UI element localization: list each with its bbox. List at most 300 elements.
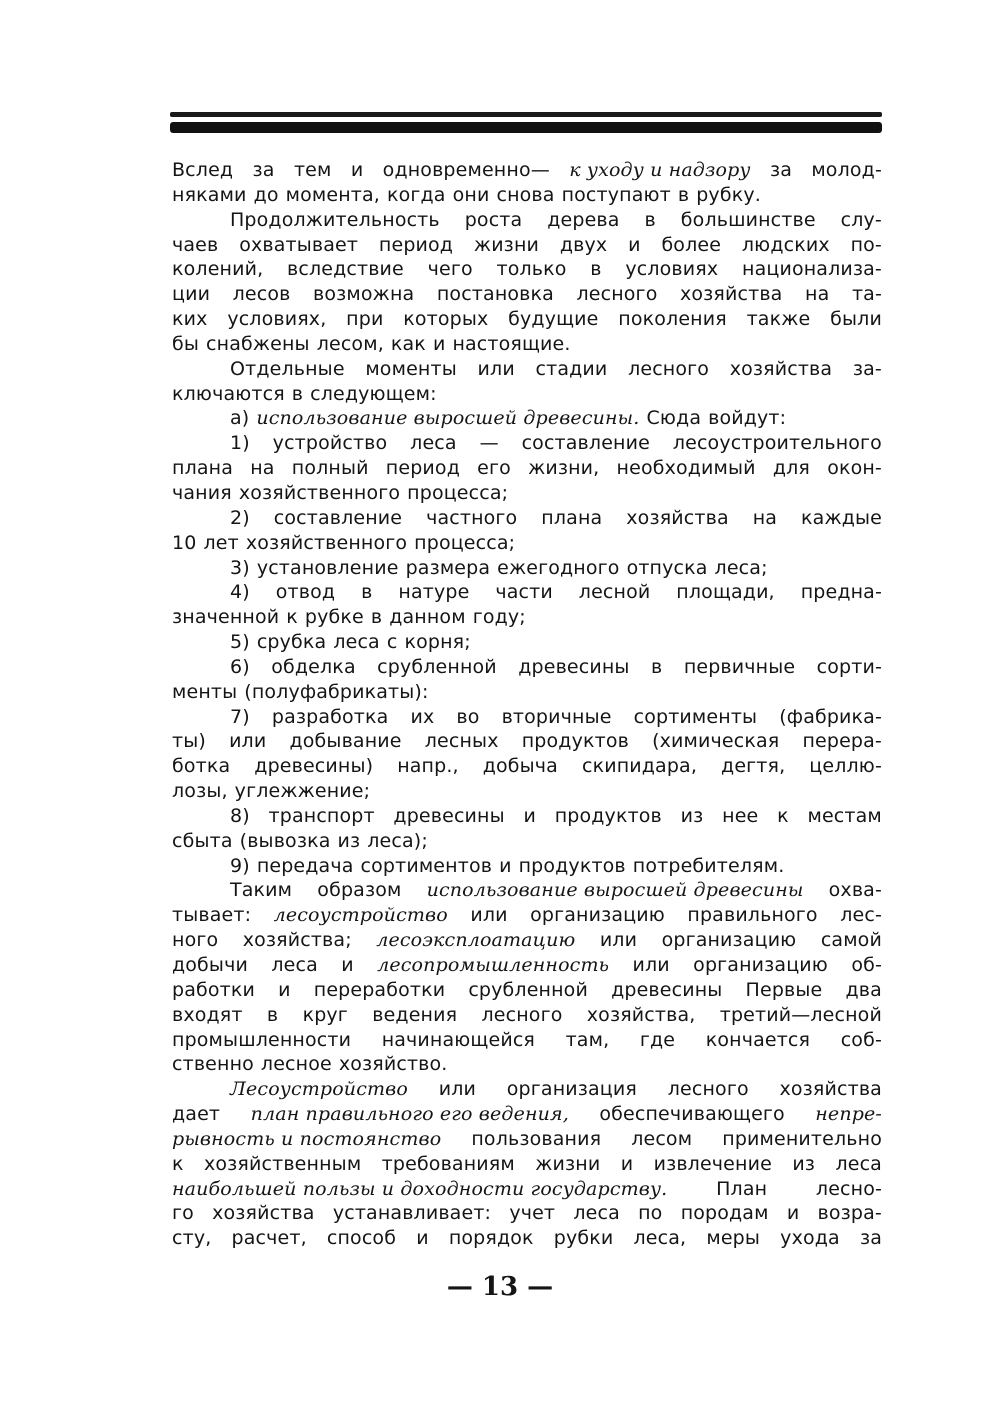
word: передача [256,854,354,877]
word: начинающейся [381,1028,535,1051]
word: сбыта [172,829,233,852]
word: тем [293,159,332,181]
text-line [172,729,882,754]
word: войдут: [708,407,787,430]
word: чания [172,481,232,504]
word: Первые [745,978,823,1001]
word: когда [386,183,446,206]
word: людских [741,233,830,256]
word: одновременно— [382,159,550,181]
word: правильного [687,904,818,927]
word: лесоэксплоатацию [376,929,576,952]
word: лозы, [172,780,228,803]
word: первичные [683,655,796,678]
word: и [432,332,446,355]
word: леса); [367,829,428,852]
word: лесных [424,730,499,753]
word: леса, [633,1227,687,1250]
word: охватывает [239,233,359,256]
word: условиях [625,258,719,281]
word: и [350,159,364,181]
word: Вслед [172,159,234,181]
text-line [172,928,882,953]
word: леса [835,1152,882,1175]
text-line [172,1003,882,1028]
word: из [680,804,704,827]
word: (фабрика- [779,705,882,728]
word: устройство [272,432,388,455]
word: к уходу и надзору [569,159,751,181]
word: пользования [471,1127,602,1150]
word: ключаются [172,382,285,405]
word: или [438,1078,477,1101]
word: также [746,308,811,331]
word: только [496,258,567,281]
word: Продолжительность [230,208,440,231]
word: и [278,978,291,1001]
word: будущие [508,308,599,331]
word: в [590,258,602,281]
word: хозяйства [680,283,783,306]
word: жизни [535,1152,601,1175]
word: составление [521,432,650,455]
word: в [677,183,690,206]
word: лесов [232,283,291,306]
word: (вывозка [239,829,331,852]
word: и [499,854,512,877]
word: 1) [230,432,250,455]
word: дает [172,1103,221,1126]
word: — [479,432,499,455]
word: из [792,1152,816,1175]
word: круг [302,1003,348,1026]
text-line [172,158,882,183]
text-line [172,705,882,730]
word: в [266,1003,279,1026]
word: по [638,1202,663,1225]
word: лесного [667,1078,749,1101]
word: (полуфабрикаты): [244,680,429,703]
word: го [172,1202,194,1225]
text-line [172,307,882,332]
word: составление [273,506,403,529]
word: на [752,506,778,529]
word: данном [389,606,466,629]
word: в [651,655,663,678]
word: лесного [628,357,710,380]
word: плана [172,457,234,480]
word: два [845,978,882,1001]
word: 7) [230,705,250,728]
word: до [253,183,279,206]
word: были [830,308,882,331]
word: настоящие. [452,332,571,355]
text-line [172,1201,882,1226]
text-line [172,282,882,307]
word: или [477,357,515,380]
word: непре- [815,1103,882,1126]
word: ции [172,283,211,306]
word: или [470,904,508,927]
word: организацию [693,954,828,976]
word: хозяйственным [204,1152,362,1175]
word: при [346,308,384,331]
word: лесной [578,581,651,604]
word: как [390,332,426,355]
word: лесоустроительного [672,432,882,455]
word: порядок [448,1227,534,1250]
text-line [172,580,882,605]
text-line [172,357,882,382]
word: жизни, [528,457,600,480]
word: в [291,382,304,405]
word: продуктов [554,804,662,827]
word: план правильного его ведения, [250,1103,569,1126]
word: 4) [230,581,250,604]
word: срубленной [377,655,497,678]
word: следующем: [310,382,437,405]
word: ежегодного [497,556,620,579]
word: и [786,1202,800,1225]
text-line [172,953,882,978]
word: где [639,1028,676,1051]
word: по- [850,233,882,256]
word: соб- [840,1028,882,1051]
word: процесса; [414,531,516,554]
word: и [341,954,354,976]
word: местам [807,804,882,827]
word: вследствие [287,258,404,281]
word: там, [565,1028,610,1051]
word: и [523,804,536,827]
word: вторичные [501,705,612,728]
word: к [286,606,298,629]
text-line [172,556,882,581]
word: няками [172,183,247,206]
word: способ [326,1227,397,1250]
word: моменты [365,357,457,380]
word: лесом, [316,332,384,355]
word: леса [410,432,457,455]
word: за- [852,357,882,380]
word: ты) [172,730,206,753]
word: потребителям. [632,854,785,877]
word: году; [472,606,526,629]
word: добычи [172,954,248,976]
word: слу- [840,208,882,231]
text-line [172,978,882,1003]
word: предна- [800,581,882,604]
text-line [172,903,882,928]
word: древесины [393,804,505,827]
text-line [172,1102,882,1127]
word: плана [541,506,603,529]
text-line [172,257,882,282]
word: 8) [230,804,250,827]
word: установление [256,556,399,579]
word: в [370,606,383,629]
word: тывает: [172,904,252,927]
word: углежжение; [234,780,371,803]
word: их [410,705,435,728]
word: продуктов [521,730,629,753]
word: его [477,457,511,480]
word: лесного [481,1003,563,1026]
word: период [378,233,454,256]
word: хозяйство. [338,1053,448,1076]
word: леса [333,631,380,654]
word: меры [706,1227,761,1250]
word: извлечение [653,1152,772,1175]
word: во [456,705,480,728]
word: бы [172,332,200,355]
word: организация [506,1078,637,1101]
word: 6) [230,655,250,678]
header-rule [170,112,882,136]
word: применительно [722,1127,882,1150]
word: древесины) [254,755,374,778]
word: хозяйства, [586,1003,696,1026]
text-line [172,854,882,879]
text-line [172,754,882,779]
word: лесного [576,283,658,306]
word: условиях, [227,308,327,331]
word: расчет, [231,1227,307,1250]
word: План [716,1177,768,1200]
word: хозяйства [212,1202,315,1225]
word: обделка [271,655,356,678]
text-line [172,655,882,680]
word: отвод [275,581,336,604]
text-line [172,456,882,481]
word: каждые [801,506,882,529]
body-text [172,158,882,1251]
word: третий—лесной [719,1003,882,1026]
word: ких [172,308,208,331]
word: кончается [705,1028,811,1051]
word: корня; [404,631,471,654]
text-line [172,680,882,705]
word: 3) [230,556,250,579]
word: в [644,208,656,231]
word: снова [496,183,555,206]
word: частного [426,506,518,529]
word: Таким [230,879,293,902]
word: сортиментов [360,854,493,877]
text-line [172,1052,882,1077]
page-number: — 13 — [446,1272,554,1302]
text-line [172,878,882,903]
word: двух [559,233,608,256]
word: рубку. [696,183,761,206]
word: древесины [611,978,723,1001]
word: дегтя, [721,755,786,778]
word: учет [509,1202,556,1225]
word: момента, [285,183,380,206]
word: лесное [260,1053,332,1076]
word: лес- [840,904,882,927]
word: 10 [172,531,197,554]
word: возра- [817,1202,882,1225]
word: чего [427,258,473,281]
word: промышленности [172,1028,352,1051]
word: ного [172,929,219,952]
word: молод- [811,159,882,181]
word: для [772,457,811,480]
word: лет [203,531,239,554]
word: процесса; [407,481,509,504]
word: леса; [714,556,768,579]
word: за [859,1227,882,1250]
word: постановка [436,283,554,306]
word: устанавливает: [332,1202,492,1225]
word: организацию [661,929,797,952]
word: хозяйственного [245,531,408,554]
word: снабжены [206,332,310,355]
word: использование выросшей древесины. [256,407,640,430]
word: к [777,804,789,827]
text-line [172,1127,882,1152]
word: древесины [518,655,630,678]
text-line [172,208,882,233]
word: Лесоустройство [230,1078,408,1101]
word: рывность и постоянство [172,1127,442,1150]
word: добыча [482,755,558,778]
word: чаев [172,233,219,256]
text-line [172,779,882,804]
word: значенной [172,606,280,629]
word: ведения [372,1003,458,1026]
word: большинстве [680,208,816,231]
text-line [172,183,882,208]
word: и [416,1227,429,1250]
word: стадии [535,357,608,380]
word: перера- [802,730,882,753]
word: необходимый [616,457,756,480]
text-line [172,332,882,357]
word: хозяйства [779,1078,882,1101]
word: окон- [827,457,882,480]
word: и [628,233,641,256]
word: организацию [530,904,665,927]
word: хозяйства [729,357,833,380]
word: за [252,159,275,181]
word: из [337,829,361,852]
word: продуктов [518,854,626,877]
word: Сюда [646,407,702,430]
word: за [769,159,792,181]
text-line [172,233,882,258]
word: они [452,183,490,206]
word: леса [573,1202,620,1225]
word: натуре [398,581,470,604]
word: целлю- [809,755,882,778]
word: напр., [397,755,459,778]
text-line [172,481,882,506]
word: нее [722,804,759,827]
word: возможна [313,283,415,306]
word: лесоустройство [273,904,448,927]
word: или [229,730,267,753]
text-line [172,829,882,854]
text-line [172,1152,882,1177]
word: площади, [676,581,775,604]
word: обеспечивающего [599,1103,785,1126]
word: леса [271,954,318,976]
text-line [172,1226,882,1251]
word: самой [820,929,882,952]
word: части [495,581,553,604]
text-line [172,1077,882,1102]
word: колений, [172,258,264,281]
word: рубки [553,1227,614,1250]
word: об- [851,954,882,976]
word: входят [172,1003,243,1026]
word: скипидара, [581,755,698,778]
word: работки [172,978,255,1001]
word: рубке [304,606,364,629]
word: полный [291,457,369,480]
word: на [250,457,275,480]
word: и [620,1152,634,1175]
word: 2) [230,506,250,529]
word: менты [172,680,238,703]
word: с [386,631,398,654]
text-line [172,630,882,655]
word: породам [680,1202,769,1225]
text-line [172,605,882,630]
word: 9) [230,854,250,877]
text-line [172,431,882,456]
word: роста [464,208,523,231]
word: ботка [172,755,231,778]
word: к [172,1152,184,1175]
word: срубка [256,631,327,654]
word: охва- [828,879,882,902]
header-rule-thin [170,112,882,117]
text-line [172,382,882,407]
word: или [632,954,670,976]
word: или [599,929,638,952]
text-line [172,406,882,431]
text-line [172,506,882,531]
word: которых [403,308,489,331]
text-line [172,1028,882,1053]
word: та- [851,283,882,306]
word: сорти- [816,655,882,678]
word: ственно [172,1053,254,1076]
word: образом [317,879,402,902]
word: сту, [172,1227,212,1250]
word: хозяйства [626,506,729,529]
word: срубленной [468,978,588,1001]
word: жизни [473,233,540,256]
word: лесом [631,1127,693,1150]
word: поступают [561,183,671,206]
word: разработка [271,705,389,728]
text-line [172,1177,882,1202]
word: наибольшей пользы и доходности государству. [172,1177,668,1200]
word: дерева [547,208,620,231]
word: размера [405,556,491,579]
word: хозяйства; [242,929,352,952]
word: на [805,283,830,306]
word: транспорт [268,804,375,827]
text-line [172,531,882,556]
word: Отдельные [230,357,345,380]
word: ухода [780,1227,840,1250]
word: использование выросшей древесины [426,879,804,902]
